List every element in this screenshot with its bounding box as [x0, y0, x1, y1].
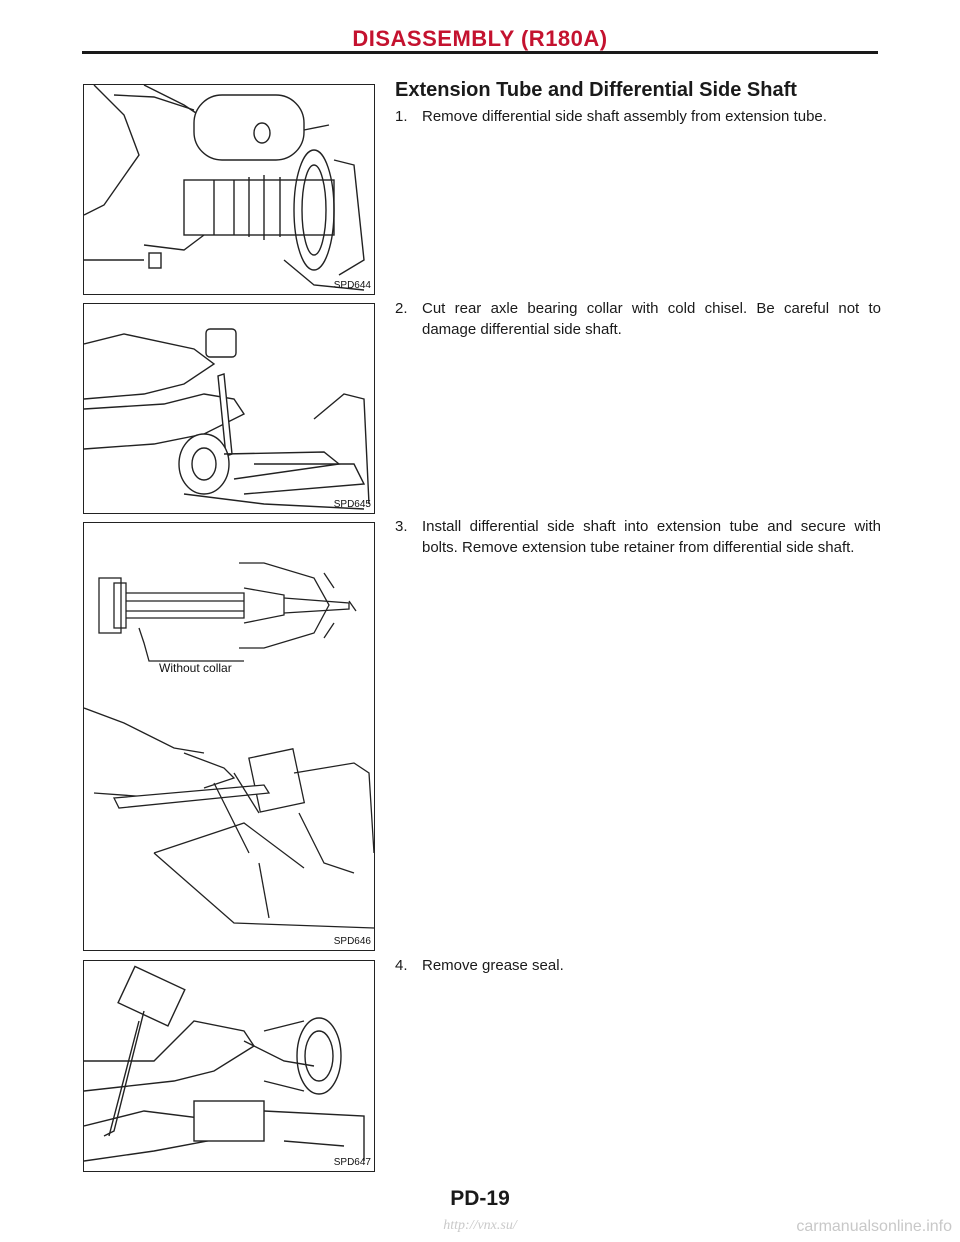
site-watermark: carmanualsonline.info — [796, 1218, 952, 1235]
figure-callout: Without collar — [159, 661, 232, 675]
step-1 — [395, 106, 881, 127]
figure-illustration — [84, 304, 374, 513]
figure-spd644 — [83, 84, 375, 295]
figure-code: SPD645 — [333, 499, 371, 510]
figure-code: SPD647 — [333, 1157, 371, 1168]
figure-illustration — [84, 961, 374, 1171]
step-number: 4. — [395, 957, 408, 974]
step-number: 1. — [395, 108, 408, 125]
page-number: PD-19 — [450, 1187, 510, 1210]
section-title: Extension Tube and Differential Side Shaft — [395, 79, 797, 101]
figure-code: SPD646 — [333, 936, 371, 947]
figure-spd645 — [83, 303, 375, 514]
step-text: Remove differential side shaft assembly from extension tube. — [422, 108, 827, 125]
figure-spd646 — [83, 522, 375, 951]
step-3 — [395, 516, 881, 558]
step-2 — [395, 298, 881, 340]
figure-illustration — [84, 85, 374, 294]
step-number: 2. — [395, 300, 408, 317]
figure-spd647 — [83, 960, 375, 1172]
header-rule — [82, 51, 878, 54]
figure-illustration — [84, 523, 374, 950]
step-number: 3. — [395, 518, 408, 535]
source-link[interactable]: http://vnx.su/ — [443, 1218, 517, 1233]
figure-code: SPD644 — [333, 280, 371, 291]
step-text: Cut rear axle bearing collar with cold chisel. Be careful not to damage differential side shaft. — [422, 300, 881, 338]
step-4 — [395, 955, 881, 976]
header-title: DISASSEMBLY (R180A) — [352, 26, 608, 51]
step-text: Remove grease seal. — [422, 957, 564, 974]
step-text: Install differential side shaft into extension tube and secure with bolts. Remove extension tube retainer from differential side shaft. — [422, 518, 881, 556]
